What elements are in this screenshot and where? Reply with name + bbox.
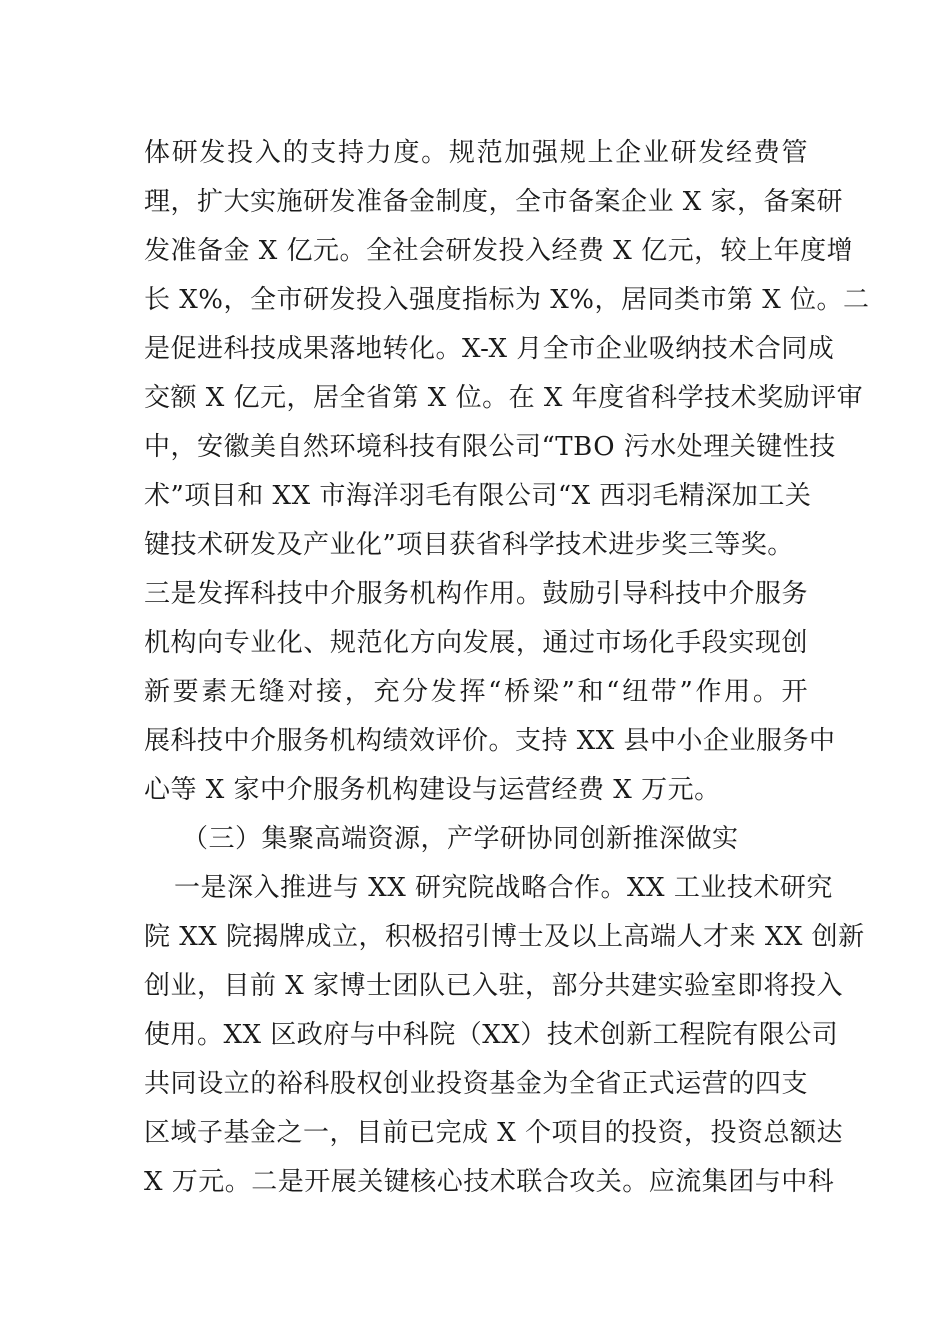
text-line: X 万元。二是开展关键核心技术联合攻关。应流集团与中科 bbox=[144, 1167, 835, 1197]
text-line: 体研发投入的支持力度。规范加强规上企业研发经费管 bbox=[144, 138, 808, 168]
text-line: 展科技中介服务机构绩效评价。支持 XX 县中小企业服务中 bbox=[144, 726, 836, 756]
text-line: 理，扩大实施研发准备金制度，全市备案企业 X 家，备案研 bbox=[144, 187, 844, 217]
text-line: 键技术研发及产业化”项目获省科学技术进步奖三等奖。 bbox=[144, 530, 794, 560]
text-line: 一是深入推进与 XX 研究院战略合作。XX 工业技术研究 bbox=[174, 873, 833, 903]
text-line: 术”项目和 XX 市海洋羽毛有限公司“X 西羽毛精深加工关 bbox=[144, 481, 812, 511]
text-line: 新要素无缝对接，充分发挥“桥梁”和“纽带”作用。开 bbox=[144, 677, 808, 707]
text-line: 心等 X 家中介服务机构建设与运营经费 X 万元。 bbox=[144, 775, 721, 805]
text-line: 发准备金 X 亿元。全社会研发投入经费 X 亿元，较上年度增 bbox=[144, 236, 854, 266]
text-line: 院 XX 院揭牌成立，积极招引博士及以上高端人才来 XX 创新 bbox=[144, 922, 865, 952]
text-line: 中，安徽美自然环境科技有限公司“TBO 污水处理关键性技 bbox=[144, 432, 836, 462]
text-line: 三是发挥科技中介服务机构作用。鼓励引导科技中介服务 bbox=[144, 579, 808, 609]
section-heading: （三）集聚高端资源，产学研协同创新推深做实 bbox=[182, 824, 739, 854]
text-line: 使用。XX 区政府与中科院（XX）技术创新工程院有限公司 bbox=[144, 1020, 839, 1050]
text-line: 共同设立的裕科股权创业投资基金为全省正式运营的四支 bbox=[144, 1069, 808, 1099]
text-line: 是促进科技成果落地转化。X-X 月全市企业吸纳技术合同成 bbox=[144, 334, 835, 364]
document-body bbox=[144, 129, 870, 1207]
text-line: 创业，目前 X 家博士团队已入驻，部分共建实验室即将投入 bbox=[144, 971, 844, 1001]
text-line: 区域子基金之一，目前已完成 X 个项目的投资，投资总额达 bbox=[144, 1118, 844, 1148]
text-line: 机构向专业化、规范化方向发展，通过市场化手段实现创 bbox=[144, 628, 808, 658]
text-line: 交额 X 亿元，居全省第 X 位。在 X 年度省科学技术奖励评审 bbox=[144, 383, 864, 413]
text-line: 长 X%，全市研发投入强度指标为 X%，居同类市第 X 位。二 bbox=[144, 285, 870, 315]
